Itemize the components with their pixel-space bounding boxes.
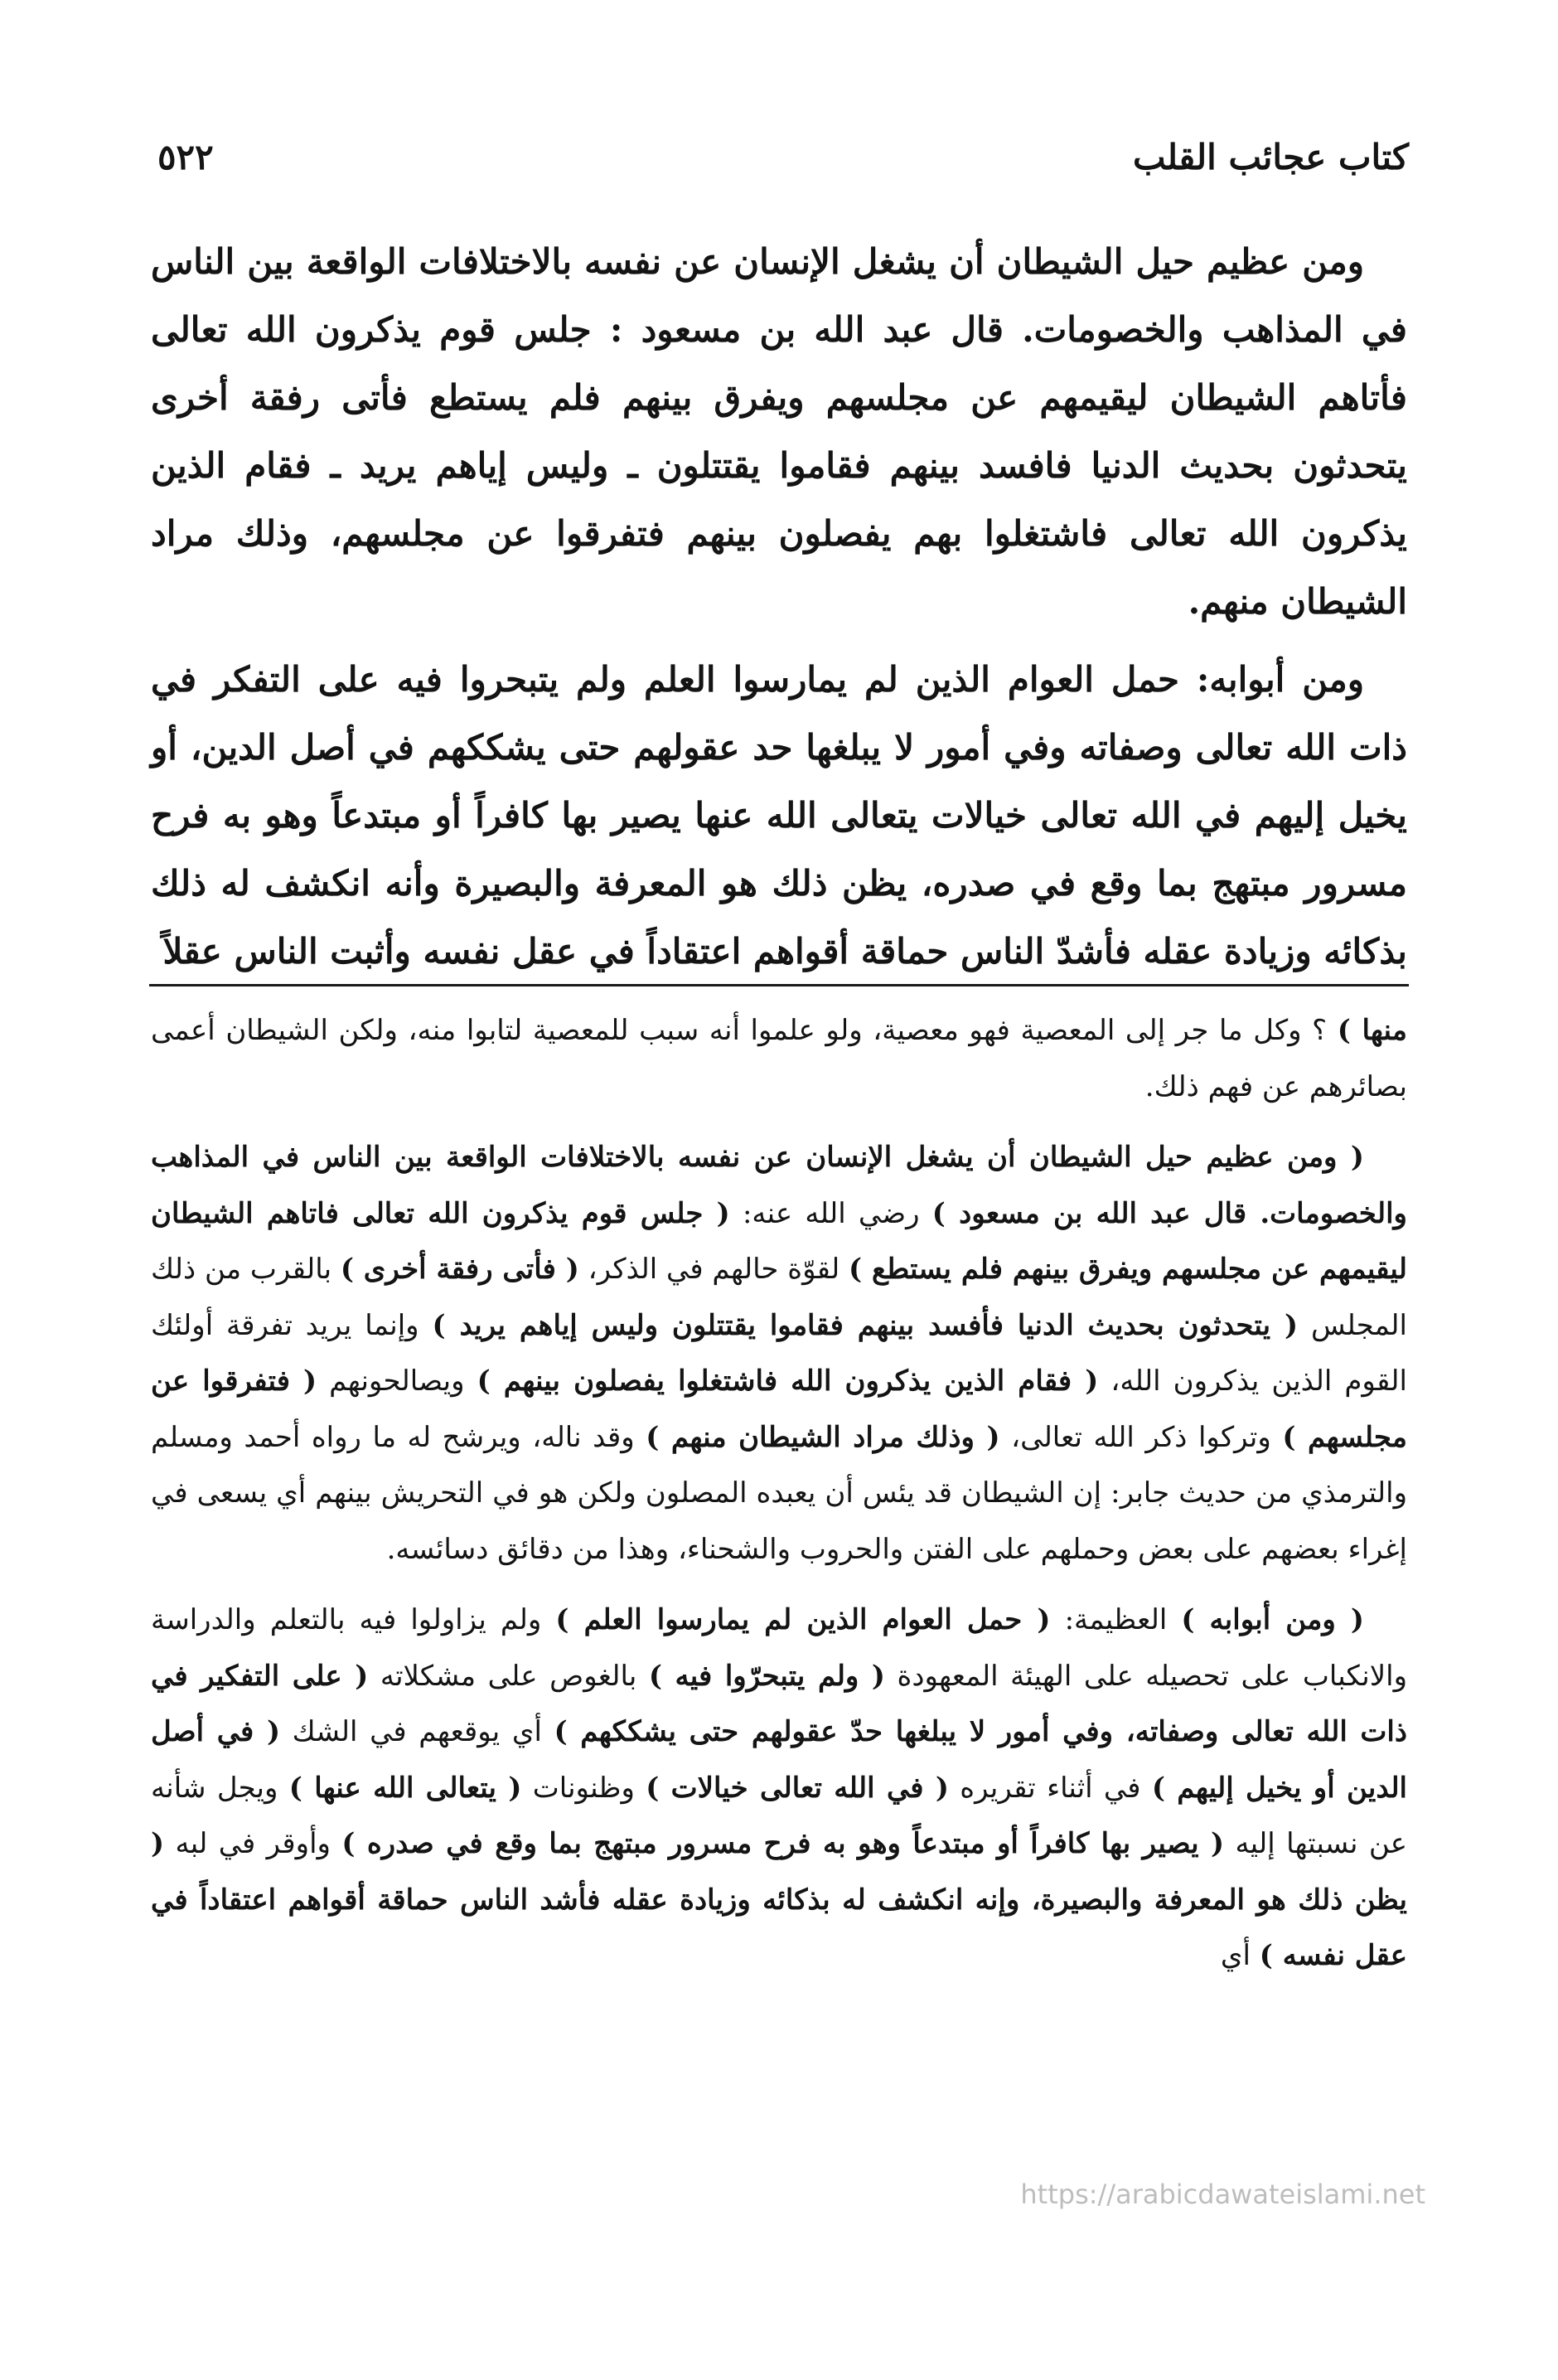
main-paragraph: ومن أبوابه: حمل العوام الذين لم يمارسوا العلم ولم يتبحروا فيه على التفكر في ذات الله تعالى وصفاته وفي أمور لا يبلغها حد عقولهم حتى يشككهم في أصل الدين، أو يخيل إليهم في الله تعالى خيالات يتعالى الله عنها يصير بها كافراً أو مبتدعاً وهو به فرح مسرور مبتهج بما وقع في صدره، يظن ذلك هو المعرفة والبصيرة وأنه انكشف له ذلك بذكائه وزيادة عقله فأشدّ الناس حماقة أقواهم اعتقاداً في عقل نفسه وأثبت الناس عقلاً [151,659,1407,972]
quoted-matn-segment: ( على التفكير في ذات الله تعالى وصفاته، وفي أمور لا يبلغها حدّ عقولهم حتى يشككهم ) [151,1659,1408,1748]
commentary-segment: ويصالحونهم [317,1365,477,1398]
quoted-matn-segment: ( يصير بها كافراً أو مبتدعاً وهو به فرح مسرور مبتهج بما وقع في صدره ) [341,1827,1225,1860]
commentary-segment: لقوّة حالهم في الذكر، [578,1253,849,1286]
page-header [157,137,1409,195]
quoted-matn-segment: ( جلس قوم يذكرون الله تعالى فاتاهم الشيطان ليقيمهم عن مجلسهم ويفرق بينهم فلم يستطع ) [151,1196,1407,1286]
footnote-divider [149,984,1409,986]
commentary-segment: بالقرب من ذلك المجلس [151,1253,1407,1342]
quoted-matn-segment: ( يتحدثون بحديث الدنيا فأفسد بينهم فقاموا يقتتلون وليس إياهم يريد ) [432,1308,1299,1342]
main-text-block [151,228,1407,996]
commentary-segment: رضي الله عنه: [729,1196,932,1230]
quoted-matn-segment: ( فقام الذين يذكرون الله فاشتغلوا يفصلون بينهم ) [477,1365,1099,1398]
commentary-block [151,1003,1407,1999]
commentary-segment: وتركوا ذكر الله تعالى، [999,1420,1283,1454]
quoted-matn-segment: ( فتفرقوا عن مجلسهم ) [151,1365,1407,1454]
quoted-matn-segment: منها ) [1337,1014,1407,1047]
quoted-matn-segment: ( ولم يتبحرّوا فيه ) [648,1659,885,1693]
commentary-paragraph [151,1130,1407,1578]
running-title: كتاب عجائب القلب [1132,137,1409,177]
commentary-segment: العظيمة: [1050,1603,1182,1636]
commentary-segment: وقد ناله، ويرشح له ما رواه أحمد ومسلم والترمذي من حديث جابر: إن الشيطان قد يئس أن يعبده المصلون ولكن هو في التحريش بينهم أي يسعى في إغراء بعضهم على بعض وحملهم على الفتن والحروب والشحناء، وهذا من دقائق دسائسه. [151,1420,1407,1566]
commentary-segment: أي [1220,1939,1260,1972]
commentary-segment: وإنما يريد تفرقة أولئك القوم الذين يذكرون الله، [151,1308,1407,1398]
quoted-matn-segment: ( وذلك مراد الشيطان منهم ) [646,1420,1000,1454]
commentary-segment: بالغوص على مشكلاته [368,1659,649,1693]
commentary-segment: أي يوقعهم في الشك [280,1715,554,1748]
commentary-segment: وظنونات [521,1771,646,1805]
commentary-paragraph [151,1592,1407,1985]
quoted-matn-segment: ( ومن عظيم حيل الشيطان أن يشغل الإنسان عن نفسه بالاختلافات الواقعة بين الناس في المذاهب والخصومات. قال عبد الله بن مسعود ) [151,1141,1407,1230]
commentary-paragraph [151,1003,1407,1115]
quoted-matn-segment: ( يتعالى الله عنها ) [288,1771,522,1805]
main-paragraph: ومن عظيم حيل الشيطان أن يشغل الإنسان عن نفسه بالاختلافات الواقعة بين الناس في المذاهب والخصومات. قال عبد الله بن مسعود : جلس قوم يذكرون الله تعالى فأتاهم الشيطان ليقيمهم عن مجلسهم ويفرق بينهم فلم يستطع فأتى رفقة أخرى يتحدثون بحديث الدنيا فافسد بينهم فقاموا يقتتلون ـ وليس إياهم يريد ـ فقام الذين يذكرون الله تعالى فاشتغلوا بهم يفصلون بينهم فتفرقوا عن مجلسهم، وذلك مراد الشيطان منهم. [151,241,1407,622]
quoted-matn-segment: ( في الله تعالى خيالات ) [646,1771,949,1805]
quoted-matn-segment: ( فأتى رفقة أخرى ) [340,1253,579,1286]
source-watermark: https://arabicdawateislami.net [1020,2179,1425,2210]
quoted-matn-segment: ( حمل العوام الذين لم يمارسوا العلم ) [555,1603,1051,1636]
commentary-segment: ولم يزاولوا فيه بالتعلم والدراسة والانكباب على تحصيله على الهيئة المعهودة [151,1603,1407,1693]
quoted-matn-segment: ( في أصل الدين أو يخيل إليهم ) [151,1715,1408,1805]
quoted-matn-segment: ( يظن ذلك هو المعرفة والبصيرة، وإنه انكشف له بذكائه وزيادة عقله فأشد الناس حماقة أقواهم اعتقاداً في عقل نفسه ) [151,1827,1407,1972]
quoted-matn-segment: ( ومن أبوابه ) [1181,1603,1364,1636]
page-number: ٥٢٢ [157,137,214,177]
commentary-segment: في أثناء تقريره [948,1771,1152,1805]
commentary-segment: وأوقر في لبه [164,1827,342,1860]
commentary-segment: ؟ وكل ما جر إلى المعصية فهو معصية، ولو علموا أنه سبب للمعصية لتابوا منه، ولكن الشيطان أعمى بصائرهم عن فهم ذلك. [151,1014,1407,1103]
commentary-segment: ويجل شأنه عن نسبتها إليه [151,1771,1408,1860]
